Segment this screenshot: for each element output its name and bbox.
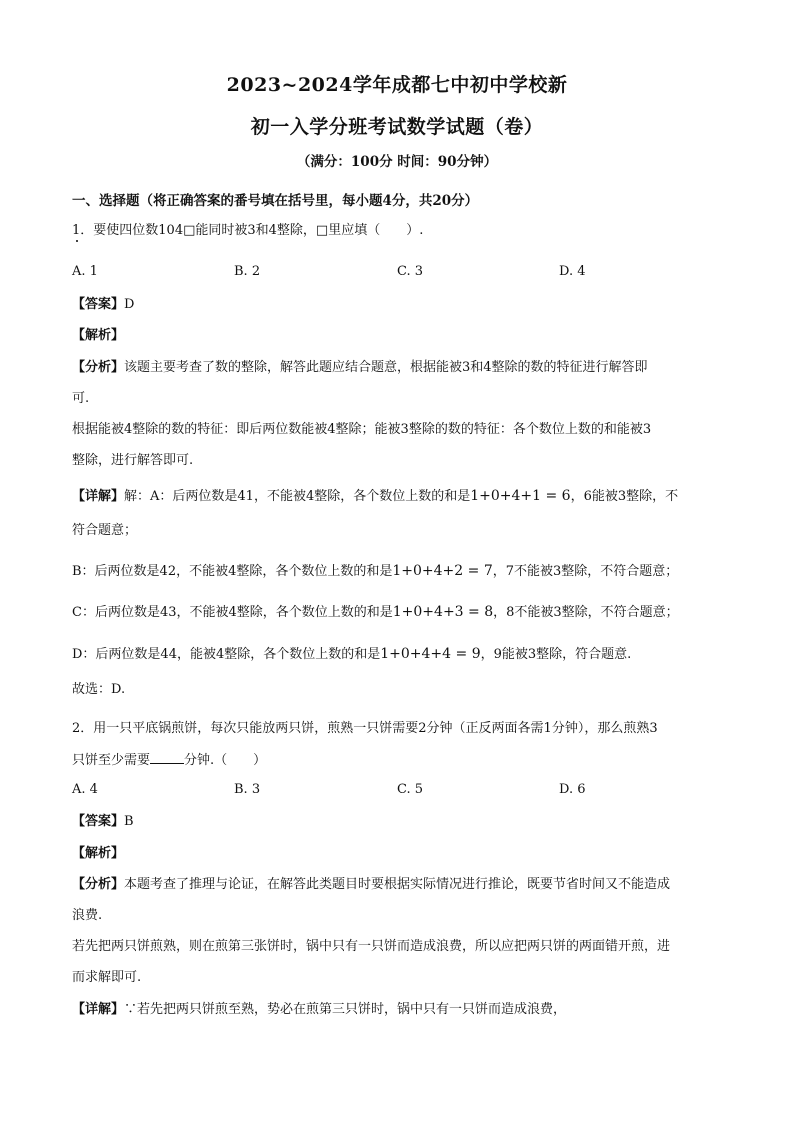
q1-detail-a-line1 bbox=[72, 487, 732, 506]
q1-fenxi-line1 bbox=[72, 359, 732, 377]
q1-conclusion: 故选：D. bbox=[72, 682, 126, 697]
answer-value: B bbox=[124, 814, 134, 829]
q2-option-b: B. 3 bbox=[234, 782, 261, 797]
stem-pre: 只饼至少需要 bbox=[72, 753, 151, 768]
q2-option-d: D. 6 bbox=[559, 782, 586, 797]
answer-tag: 【答案】 bbox=[72, 814, 125, 829]
fenxi-tag: 【分析】 bbox=[72, 877, 125, 892]
q2-detail-line1 bbox=[72, 1001, 732, 1019]
q2-answer bbox=[72, 813, 732, 831]
q1-option-a: A. 1 bbox=[72, 264, 98, 279]
q2-analysis-tag: 【解析】 bbox=[72, 846, 125, 861]
answer-tag: 【答案】 bbox=[72, 297, 125, 312]
detail-d-post: ，9能被3整除，符合题意. bbox=[480, 647, 632, 662]
detail-b-text: B：后两位数是42，不能被4整除，各个数位上数的和是 bbox=[72, 564, 393, 579]
math-expression: 1+0+4+4 = 9 bbox=[380, 646, 481, 662]
math-expression: 1+0+4+3 = 8 bbox=[392, 604, 494, 620]
fenxi-text: 该题主要考查了数的整除，解答此题应结合题意，根据能被3和4整除的数的特征进行解答即 bbox=[124, 360, 648, 375]
question-2-stem-line1: 2．用一只平底锅煎饼，每次只能放两只饼，煎熟一只饼需要2分钟（正反两面各需1分钟），那么煎熟3 bbox=[72, 721, 658, 736]
q1-analysis-tag: 【解析】 bbox=[72, 328, 125, 343]
detail-a-post: ，6能被3整除，不 bbox=[570, 489, 679, 504]
question-2-stem-line2 bbox=[72, 751, 732, 770]
q1-option-d: D. 4 bbox=[559, 264, 586, 279]
math-expression: 1+0+4+2 = 7 bbox=[392, 563, 493, 579]
detail-text: ∵若先把两只饼煎至熟，势必在煎第三只饼时，锅中只有一只饼而造成浪费， bbox=[124, 1002, 567, 1017]
q1-option-b: B. 2 bbox=[234, 264, 261, 279]
page-title-line1: 2023~2024学年成都七中初中学校新 bbox=[226, 74, 568, 96]
detail-c-post: ，8不能被3整除，不符合题意； bbox=[493, 605, 679, 620]
fenxi-text: 本题考查了推理与论证，在解答此类题目时要根据实际情况进行推论，既要节省时间又不能造成 bbox=[124, 877, 671, 892]
q1-feature-line2: 整除，进行解答即可. bbox=[72, 453, 194, 468]
xiangjie-tag: 【详解】 bbox=[72, 1002, 125, 1017]
answer-value: D bbox=[124, 297, 135, 312]
q1-detail-b bbox=[72, 562, 732, 581]
answer-blank bbox=[150, 751, 184, 764]
q1-fenxi-line2: 可. bbox=[72, 391, 90, 406]
section-heading: 一、选择题（将正确答案的番号填在括号里，每小题4分，共20分） bbox=[72, 193, 479, 209]
q1-detail-c bbox=[72, 603, 732, 622]
q2-reason-line2: 而求解即可. bbox=[72, 970, 142, 985]
q1-answer bbox=[72, 296, 732, 314]
question-1-stem: 1．要使四位数104□能同时被3和4整除，□里应填（ ）. bbox=[72, 223, 424, 238]
q1-detail-d bbox=[72, 645, 732, 664]
q2-fenxi-line1 bbox=[72, 876, 732, 894]
q1-option-c: C. 3 bbox=[397, 264, 424, 279]
q2-option-c: C. 5 bbox=[397, 782, 424, 797]
detail-c-text: C：后两位数是43，不能被4整除，各个数位上数的和是 bbox=[72, 605, 393, 620]
q2-reason-line1: 若先把两只饼煎熟，则在煎第三张饼时，锅中只有一只饼而造成浪费，所以应把两只饼的两面错开煎，进 bbox=[72, 939, 671, 954]
xiangjie-tag: 【详解】 bbox=[72, 489, 125, 504]
detail-d-text: D：后两位数是44，能被4整除，各个数位上数的和是 bbox=[72, 647, 381, 662]
q1-feature-line1: 根据能被4整除的数的特征：即后两位数能被4整除；能被3整除的数的特征：各个数位上数的和能被3 bbox=[72, 422, 652, 437]
page-title-line2: 初一入学分班考试数学试题（卷） bbox=[250, 116, 544, 138]
stray-mark bbox=[76, 240, 78, 242]
math-expression: 1+0+4+1 = 6 bbox=[470, 488, 571, 504]
stem-post: 分钟.（ ） bbox=[184, 753, 267, 768]
q1-detail-a-line2: 符合题意； bbox=[72, 523, 138, 538]
q2-fenxi-line2: 浪费. bbox=[72, 908, 103, 923]
fenxi-tag: 【分析】 bbox=[72, 360, 125, 375]
detail-a-text: 解：A：后两位数是41，不能被4整除，各个数位上数的和是 bbox=[124, 489, 471, 504]
page-subtitle: （满分：100分 时间：90分钟） bbox=[296, 154, 498, 170]
q2-option-a: A. 4 bbox=[72, 782, 98, 797]
detail-b-post: ，7不能被3整除，不符合题意； bbox=[492, 564, 679, 579]
